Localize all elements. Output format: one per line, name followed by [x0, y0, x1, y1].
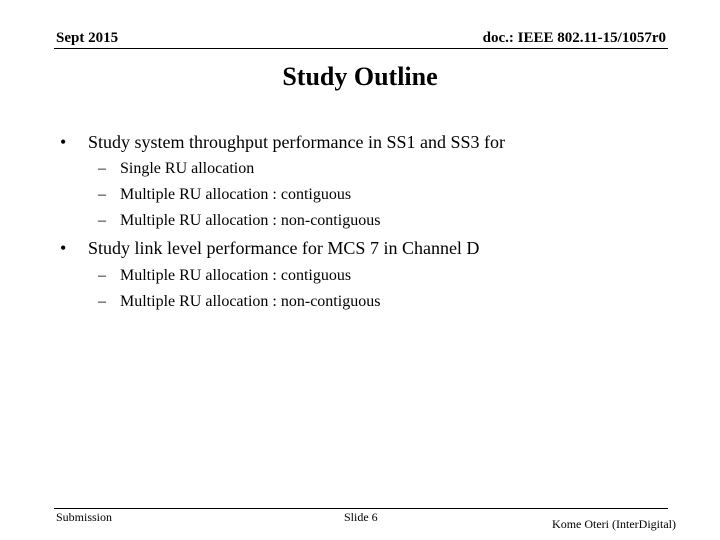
sub-item: [98, 267, 351, 285]
bullet-text: Study link level performance for MCS 7 in Channel D: [88, 238, 480, 258]
sub-item: [98, 293, 380, 311]
sub-item: [98, 160, 254, 178]
sub-item-text: Multiple RU allocation : contiguous: [120, 267, 352, 284]
dash-icon: –: [98, 212, 106, 229]
footer-author: Kome Oteri (InterDigital): [552, 517, 676, 531]
footer-divider: [54, 508, 668, 509]
sub-item-text: Single RU allocation: [120, 160, 255, 177]
slide-title: Study Outline: [282, 62, 438, 91]
sub-item-text: Multiple RU allocation : contiguous: [120, 186, 352, 203]
sub-item: [98, 186, 351, 204]
bullet-item: [60, 238, 479, 259]
header-divider: [54, 48, 668, 49]
bullet-icon: •: [60, 132, 67, 152]
dash-icon: –: [98, 160, 106, 177]
sub-item: [98, 212, 380, 230]
dash-icon: –: [98, 293, 106, 310]
header-date: Sept 2015: [56, 30, 119, 46]
bullet-item: [60, 132, 505, 153]
bullet-icon: •: [60, 238, 67, 258]
bullet-text: Study system throughput performance in SS1 and SS3 for: [88, 132, 505, 152]
footer-submission: Submission: [56, 510, 113, 524]
sub-item-text: Multiple RU allocation : non-contiguous: [120, 212, 381, 229]
dash-icon: –: [98, 267, 106, 284]
header-doc-id: doc.: IEEE 802.11-15/1057r0: [482, 30, 666, 46]
dash-icon: –: [98, 186, 106, 203]
footer-slide-number: Slide 6: [344, 510, 378, 524]
sub-item-text: Multiple RU allocation : non-contiguous: [120, 293, 381, 310]
